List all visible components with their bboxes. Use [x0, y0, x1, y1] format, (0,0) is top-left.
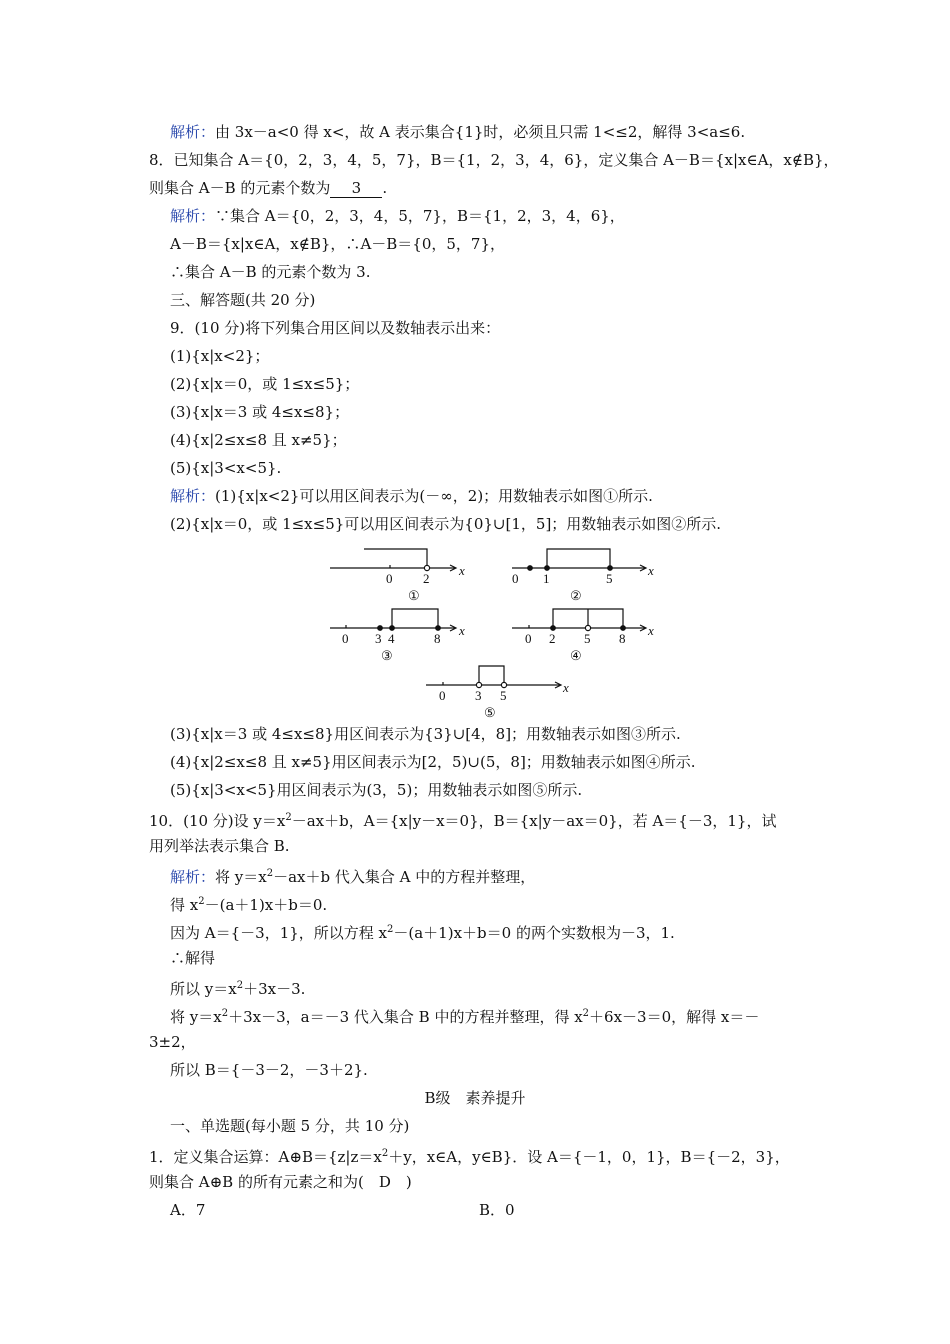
section-heading-single-choice: 一、单选题(每小题 5 分，共 10 分) [170, 1117, 410, 1135]
analysis-9-line-5: (5){x|3<x<5}用区间表示为(3，5)；用数轴表示如图⑤所示. [170, 781, 583, 799]
analysis-8-line-3: ∴集合 A－B 的元素个数为 3. [170, 263, 371, 281]
question-8-line-2: 则集合 A－B 的元素个数为 3 . [149, 179, 388, 197]
tick-label: 2 [423, 571, 430, 586]
number-line-5 [426, 666, 561, 688]
analysis-label: 解析： [170, 487, 216, 505]
question-10-line-1: 10．(10 分)设 $y=x^2-ax+b$，A＝{x|y－x＝0}，B＝{x|y－ax＝0}，若 A＝{－3，1}，试 [149, 812, 777, 830]
analysis-10-line-6: 将 $y=x^2+3x-3$，a＝－3 代入集合 B 中的方程并整理，得 $x^2+6x-3=0$，解得 x＝－ [170, 1008, 760, 1026]
axis-label: x [648, 623, 654, 638]
figure-caption: ③ [381, 648, 393, 663]
figure-caption: ⑤ [484, 705, 496, 720]
tick-label: 4 [388, 631, 395, 646]
tick-label: 2 [549, 631, 556, 646]
axis-label: x [459, 623, 465, 638]
option-a: A．7 [170, 1201, 206, 1219]
analysis-10-line-3: 因为 A＝{－3，1}，所以方程 $x^2-(a+1)x+b=0$ 的两个实数根为－3，1. [170, 924, 675, 942]
tick-label: 8 [619, 631, 626, 646]
option-b: B．0 [479, 1201, 515, 1219]
question-9-item-3: (3){x|x＝3 或 4≤x≤8}； [170, 403, 350, 421]
question-9-item-5: (5){x|3<x<5}. [170, 459, 282, 477]
tick-label: 8 [434, 631, 441, 646]
question-b1-line-1: 1．定义集合运算：$A\oplus B=\{z|z=x^2+y$，x∈A，y∈B}．设 A＝{－1，0，1}，B＝{－2，3}， [149, 1148, 790, 1166]
tick-label: 5 [500, 688, 507, 703]
question-9-stem: 9．(10 分)将下列集合用区间以及数轴表示出来： [170, 319, 501, 337]
analysis-10-line-8: 所以 B＝{－3－2，－3＋2}. [170, 1061, 368, 1079]
number-line-4 [512, 609, 646, 631]
analysis-8-line-1: 解析：∵集合 A＝{0，2，3，4，5，7}，B＝{1，2，3，4，6}， [170, 207, 625, 225]
tick-label: 0 [525, 631, 532, 646]
number-line-2 [512, 549, 646, 571]
section-heading-3: 三、解答题(共 20 分) [170, 291, 316, 309]
figure-caption: ④ [570, 648, 582, 663]
section-title-b-level: B级 素养提升 [424, 1089, 526, 1107]
question-8-line-1: 8．已知集合 A＝{0，2，3，4，5，7}，B＝{1，2，3，4，6}，定义集合 A－B＝{x|x∈A，x∉B}， [149, 151, 839, 169]
analysis-9-line-4: (4){x|2≤x≤8 且 x≠5}用区间表示为[2，5)∪(5，8]；用数轴表示如图④所示. [170, 753, 696, 771]
analysis-9-line-1: 解析：(1){x|x<2}可以用区间表示为(－∞，2)；用数轴表示如图①所示. [170, 487, 653, 505]
analysis-8-line-2: A－B＝{x|x∈A，x∉B}，∴A－B＝{0，5，7}， [170, 235, 506, 253]
tick-label: 0 [512, 571, 519, 586]
analysis-label: 解析： [170, 123, 216, 141]
answer-blank: 3 [330, 180, 382, 198]
analysis-10-line-2: 得 $x^2-(a+1)x+b=0$. [170, 896, 328, 914]
analysis-9-line-3: (3){x|x＝3 或 4≤x≤8}用区间表示为{3}∪[4，8]；用数轴表示如图③所示. [170, 725, 681, 743]
analysis-9-line-2: (2){x|x＝0，或 1≤x≤5}可以用区间表示为{0}∪[1，5]；用数轴表示如图②所示. [170, 515, 722, 533]
analysis-10-line-1: 解析：将 $y=x^2-ax+b$ 代入集合 A 中的方程并整理， [170, 868, 536, 886]
axis-label: x [563, 680, 569, 695]
analysis-10-line-7: 3±2， [149, 1033, 196, 1051]
tick-label: 0 [439, 688, 446, 703]
question-9-item-1: (1){x|x<2}； [170, 347, 270, 365]
number-line-figures [0, 540, 950, 720]
analysis-10-line-4: ∴解得 [170, 949, 216, 967]
question-9-item-4: (4){x|2≤x≤8 且 x≠5}； [170, 431, 347, 449]
question-10-line-2: 用列举法表示集合 B. [149, 837, 290, 855]
tick-label: 3 [475, 688, 482, 703]
axis-label: x [459, 563, 465, 578]
number-line-3 [330, 609, 456, 631]
figure-caption: ① [408, 588, 420, 603]
tick-label: 0 [342, 631, 349, 646]
number-line-1 [330, 549, 456, 571]
tick-label: 5 [584, 631, 591, 646]
analysis-line-7: 解析：由 3x－a<0 得 x<，故 A 表示集合{1}时，必须且只需 1<≤2，解得 3<a≤6. [170, 123, 746, 141]
tick-label: 5 [606, 571, 613, 586]
question-9-item-2: (2){x|x＝0，或 1≤x≤5}； [170, 375, 360, 393]
tick-label: 1 [543, 571, 550, 586]
figure-caption: ② [570, 588, 582, 603]
tick-label: 0 [386, 571, 393, 586]
analysis-label: 解析： [170, 207, 216, 225]
tick-label: 3 [375, 631, 382, 646]
analysis-10-line-5: 所以 $y=x^2+3x-3$. [170, 980, 306, 998]
axis-label: x [648, 563, 654, 578]
analysis-label: 解析： [170, 868, 216, 886]
question-b1-line-2: 则集合 A⊕B 的所有元素之和为( D ) [149, 1173, 412, 1191]
